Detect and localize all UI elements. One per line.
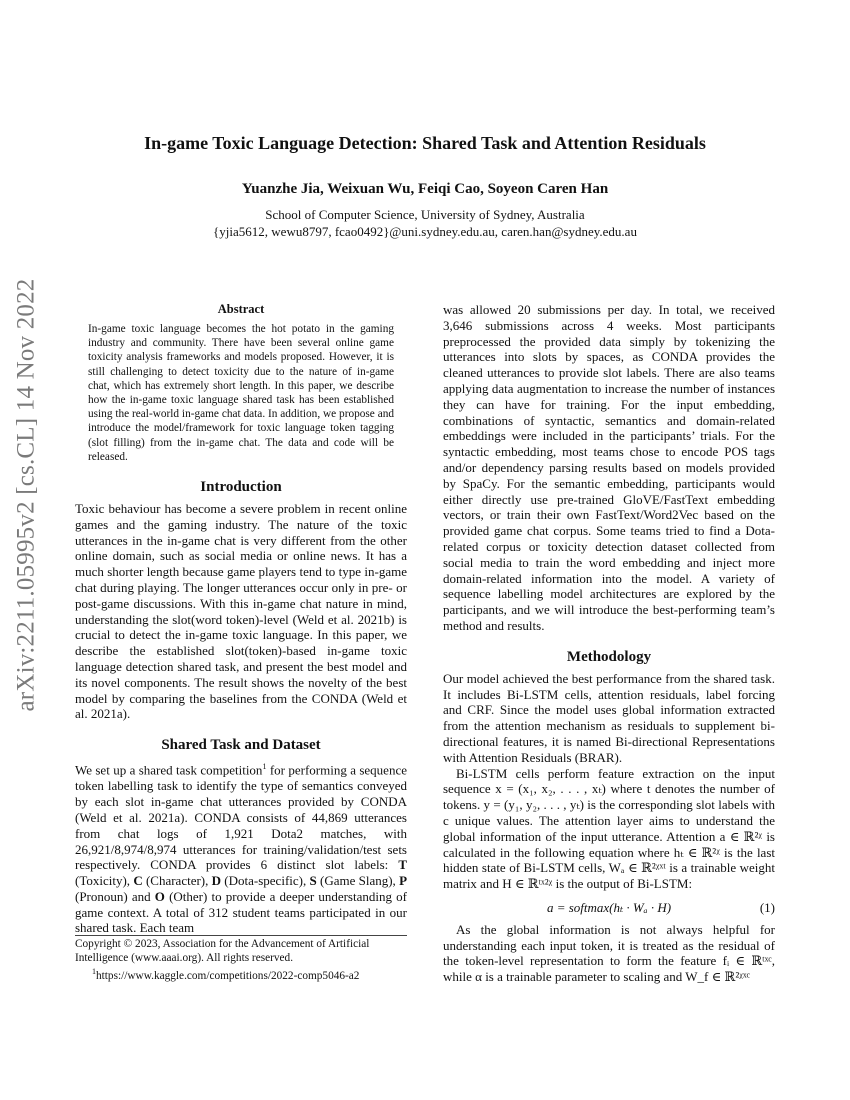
shared-task-text xyxy=(75,759,407,936)
shared-task-heading: Shared Task and Dataset xyxy=(161,737,321,754)
shared-task-text-part1: We set up a shared task competition xyxy=(75,762,263,778)
equation-1-number: (1) xyxy=(759,899,775,915)
label-name: (Character), xyxy=(142,873,212,889)
label-code: S xyxy=(309,873,317,889)
label-name: (Toxicity), xyxy=(75,873,134,889)
affiliation-block xyxy=(0,206,850,240)
label-name: (Other) to provide a deeper understanding of game context. A total of 312 student teams participated in our shared task. Each team xyxy=(75,888,407,936)
footnote-1-url[interactable]: https://www.kaggle.com/competitions/2022-comp5046-a2 xyxy=(96,969,360,982)
label-code: D xyxy=(211,873,222,889)
footnote-area xyxy=(75,935,407,983)
abstract-heading: Abstract xyxy=(217,302,265,316)
methodology-heading: Methodology xyxy=(566,648,652,665)
introduction-heading: Introduction xyxy=(200,479,282,496)
arxiv-stamp-container xyxy=(6,278,46,712)
label-code: P xyxy=(399,873,408,889)
affiliation: School of Computer Science, University of Sydney, Australia xyxy=(265,207,585,222)
label-name: (Pronoun) and xyxy=(75,888,155,904)
shared-task-continued: was allowed 20 submissions per day. In total, we received 3,646 submissions across 4 weeks. Most participants preprocessed the provided data simply by tokenizing the utterances into slots by spaces, as CONDA provides the cleaned utterances to provide slot labels. There are also teams applying data augmentation to increase the number of instances they can have for training. For the input embedding, combinations of syntactic, semantics and domain-related embeddings were included in the participants’ trials. For the syntactic embedding, most teams chose to encode POS tags and/or dependency parsing results based on models provided by SpaCy. For the semantic embedding, participants would either directly use pre-trained GloVE/FastText embedding vectors, or train their own FastText/Word2Vec based on the provided game chat corpus. Some teams tried to find a Dota-related corpus or toxicity detection dataset collected from social media to train the word embedding and inject more domain-related information into the model. A variety of sequence labelling model architectures are explored by the participants, and we will introduce the best-performing team’s method and results. xyxy=(443,302,775,633)
footnote-1-mark: 1 xyxy=(92,967,96,976)
label-name: (Game Slang), xyxy=(316,873,400,889)
footnote-ref-1[interactable]: 1 xyxy=(262,762,267,772)
right-column xyxy=(443,302,775,985)
introduction-text: Toxic behaviour has become a severe problem in recent online games and the gaming industry. The nature of the toxic utterances in the in-game chat is very different from the other online domain, such as social media or online news. It has a much shorter length because game players tend to type in-game chat during playing. The longer utterances occur only in pre- or post-game discussions. With this in-game chat nature in mind, understanding the slot(word token)-level (Weld et al. 2021b) is crucial to detect the in-game toxic language. In this paper, we describe the established slot(token)-based in-game toxic language detection shared task, and present the best model and its novel components. The result shows the novelty of the best model by comparing the baselines from the CONDA (Weld et al. 2021a). xyxy=(75,501,407,722)
label-code: C xyxy=(133,873,143,889)
methodology-para-1: Our model achieved the best performance from the shared task. It includes Bi-LSTM cells, attention residuals, label forcing and CRF. Since the model uses global information extracted from the attention mechanism as residuals to supplement bi-directional features, it is named Bi-directional Representations with Attention Residuals (BRAR). xyxy=(443,670,775,765)
email-list: {yjia5612, wewu8797, fcao0492}@uni.sydney.edu.au, caren.han@sydney.edu.au xyxy=(213,224,637,239)
arxiv-stamp: arXiv:2211.05995v2 [cs.CL] 14 Nov 2022 xyxy=(12,278,40,712)
label-code: O xyxy=(154,888,165,904)
abstract-text: In-game toxic language becomes the hot potato in the gaming industry and community. There have been several online game toxicity analysis frameworks and models proposed. However, it is still challenging to detect toxicity due to the nature of in-game chat, which has extremely short length. In this paper, we describe how the in-game toxic language shared task has been established using the real-world in-game chat data. In addition, we propose and introduce the model/framework for toxic language token tagging (slot filling) from the in-game chat. The data and code will be released. xyxy=(88,323,394,463)
left-column xyxy=(75,302,407,936)
shared-task-text-part2: for performing a sequence token labelling task to identify the type of semantics conveyed by each slot in-game chat utterances provided by CONDA (Weld et al. 2021a). CONDA consists of 44,869 utterances from chat logs of 1,921 Dota2 matches, with 26,921/8,974/8,974 utterances for training/validation/test sets respectively. CONDA provides 6 distinct slot labels: xyxy=(75,762,407,873)
paper-title: In-game Toxic Language Detection: Shared Task and Attention Residuals xyxy=(144,133,706,153)
equation-1 xyxy=(443,900,775,916)
author-list: Yuanzhe Jia, Weixuan Wu, Feiqi Cao, Soyeon Caren Han xyxy=(241,181,609,197)
label-name: (Dota-specific), xyxy=(221,873,310,889)
equation-1-body: a = softmax(hₜ · Wₐ · H) xyxy=(546,899,672,915)
copyright-notice: Copyright © 2023, Association for the Advancement of Artificial Intelligence (www.aaai.org). All rights reserved. xyxy=(75,938,370,964)
methodology-para-2: Bi-LSTM cells perform feature extraction on the input sequence x = (x₁, x₂, . . . , xₜ) where t denotes the number of tokens. y = (y₁, y₂, . . . , yₜ) is the corresponding slot labels with c unique values. The attention layer aims to understand the global information of the input utterance. Attention a ∈ ℝ²ᵡ is calculated in the following equation where hₜ ∈ ℝ²ᵡ is the last hidden state of Bi-LSTM cells, Wₐ ∈ ℝ²ᵡˣᵗ is a trainable weight matrix and H ∈ ℝᵗˣ²ᵡ is the output of Bi-LSTM: xyxy=(443,765,775,892)
label-code: T xyxy=(398,857,407,873)
footnote-1 xyxy=(75,965,407,983)
methodology-para-3: As the global information is not always helpful for understanding each input token, it is treated as the residual of the token-level representation to form the feature fᵢ ∈ ℝᵗˣᶜ, while α is a trainable parameter to scaling and W_f ∈ ℝ²ᵡˣᶜ xyxy=(443,921,775,985)
